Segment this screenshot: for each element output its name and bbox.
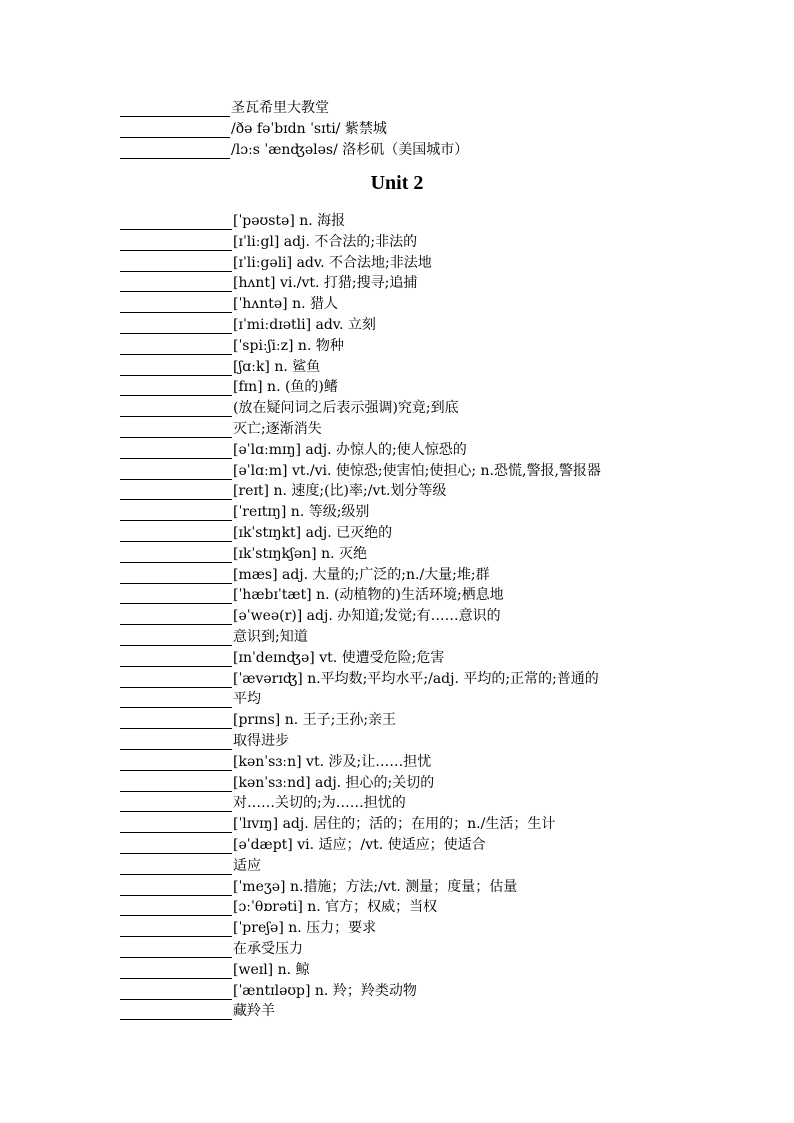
vocab-entry-text: [weɪl] n. 鲸 <box>233 961 310 978</box>
answer-blank[interactable] <box>120 734 232 750</box>
answer-blank[interactable] <box>120 672 232 688</box>
vocab-entry-text: [ˈspiːʃiːz] n. 物种 <box>233 337 344 354</box>
entry-text: 圣瓦希里大教堂 <box>231 100 329 116</box>
vocab-row <box>120 479 446 500</box>
vocab-entry-text: 平均 <box>233 691 261 708</box>
answer-blank[interactable] <box>120 817 232 833</box>
answer-blank[interactable] <box>120 630 232 646</box>
vocab-row <box>120 583 504 604</box>
vocab-row <box>120 438 467 459</box>
answer-blank[interactable] <box>120 859 232 875</box>
vocab-entry-text: [ˈhæbɪˈtæt] n. (动植物的)生活环境;栖息地 <box>233 587 504 604</box>
vocab-entry-text: [fɪn] n. (鱼的)鳍 <box>233 379 338 396</box>
vocab-row <box>120 375 338 396</box>
vocab-entry-text: [reɪt] n. 速度;(比)率;/vt.划分等级 <box>233 483 447 500</box>
vocab-row <box>120 355 320 376</box>
vocab-row <box>120 937 303 958</box>
vocab-row <box>120 396 459 417</box>
vocab-entry-text: 对……关切的;为……担忧的 <box>233 795 406 812</box>
vocab-row <box>120 230 417 251</box>
answer-blank[interactable] <box>120 692 232 708</box>
vocab-entry-text: [ɪˈliːgl] adj. 不合法的;非法的 <box>233 233 418 250</box>
vocab-entry-text: [əˈlɑːmɪŋ] adj. 办惊人的;使人惊恐的 <box>233 441 467 458</box>
vocab-row <box>120 417 322 438</box>
vocab-row <box>120 313 376 334</box>
vocab-entry-text: (放在疑问词之后表示强调)究竟;到底 <box>233 400 459 417</box>
vocab-row <box>120 750 431 771</box>
vocab-entry-text: [hʌnt] vi./vt. 打猎;搜寻;追捕 <box>233 275 418 292</box>
answer-blank[interactable] <box>120 101 230 117</box>
answer-blank[interactable] <box>120 984 232 1000</box>
answer-blank[interactable] <box>120 713 232 729</box>
vocab-entry-text: [ɪkˈstɪŋkt] adj. 已灭绝的 <box>233 525 393 541</box>
vocab-row <box>120 521 392 542</box>
vocab-entry-text: 在承受压力 <box>233 941 303 957</box>
answer-blank[interactable] <box>120 297 232 313</box>
vocab-row <box>120 916 376 937</box>
answer-blank[interactable] <box>120 360 232 376</box>
vocab-entry-text: [mæs] adj. 大量的;广泛的;n./大量;堆;群 <box>233 566 490 583</box>
vocab-entry-text: [əˈlɑːm] vt./vi. 使惊恐;使害怕;使担心; n.恐慌,警报,警报器 <box>233 462 601 479</box>
answer-blank[interactable] <box>120 963 232 979</box>
entry-text: /ðə fəˈbɪdn ˈsɪti/ 紫禁城 <box>231 121 387 137</box>
vocab-entry-text: [ˈpəʊstə] n. 海报 <box>233 213 346 229</box>
vocab-entry-text: [ˈhʌntə] n. 猎人 <box>233 296 338 313</box>
vocab-row <box>120 500 369 521</box>
answer-blank[interactable] <box>120 122 230 138</box>
vocab-entry-text: [ˈpreʃə] n. 压力；要求 <box>233 920 377 937</box>
vocab-row <box>120 999 275 1020</box>
vocab-row <box>120 833 486 854</box>
vocab-row <box>120 334 344 355</box>
answer-blank[interactable] <box>120 588 232 604</box>
vocab-row <box>120 209 345 230</box>
answer-blank[interactable] <box>120 318 232 334</box>
vocab-entry-text: [ˈlɪvɪŋ] adj. 居住的；活的；在用的；n./生活；生计 <box>233 816 556 833</box>
top-line-1 <box>120 96 329 117</box>
vocab-entry-text: [ˈmeʒə] n.措施；方法;/vt. 测量；度量；估量 <box>233 878 518 895</box>
answer-blank[interactable] <box>120 235 232 251</box>
vocab-entry-text: [ɪnˈdeɪnʤə] vt. 使遭受危险;危害 <box>233 649 445 666</box>
answer-blank[interactable] <box>120 484 232 500</box>
answer-blank[interactable] <box>120 276 232 292</box>
top-line-3 <box>120 138 468 159</box>
vocab-row <box>120 895 437 916</box>
vocab-entry-text: 适应 <box>233 857 261 874</box>
vocab-entry-text: 藏羚羊 <box>233 1003 275 1020</box>
vocab-row <box>120 604 501 625</box>
vocab-row <box>120 292 338 313</box>
vocab-entry-text: [ˈæntɪləʊp] n. 羚；羚类动物 <box>233 982 417 999</box>
vocab-row <box>120 958 310 979</box>
vocab-entry-text: [prɪns] n. 王子;王孙;亲王 <box>233 712 397 729</box>
answer-blank[interactable] <box>120 568 232 584</box>
vocab-entry-text: [ɪˈmiːdɪətli] adv. 立刻 <box>233 317 376 333</box>
vocab-entry-text: [ɪkˈstɪŋkʃən] n. 灭绝 <box>233 545 367 562</box>
answer-blank[interactable] <box>120 1004 232 1020</box>
vocab-row <box>120 271 417 292</box>
vocab-row <box>120 729 289 750</box>
answer-blank[interactable] <box>120 256 232 272</box>
answer-blank[interactable] <box>120 547 232 563</box>
vocab-entry-text: [ˈævərɪʤ] n.平均数;平均水平;/adj. 平均的;正常的;普通的 <box>233 670 599 687</box>
vocab-entry-text: [ɪˈliːgəli] adv. 不合法地;非法地 <box>233 254 432 271</box>
answer-blank[interactable] <box>120 380 232 396</box>
answer-blank[interactable] <box>120 422 232 438</box>
answer-blank[interactable] <box>120 443 232 459</box>
unit-title: Unit 2 <box>370 172 424 194</box>
vocab-entry-text: [əˈdæpt] vi. 适应；/vt. 使适应；使适合 <box>233 837 486 853</box>
vocab-entry-text: 灭亡;逐渐消失 <box>233 421 322 437</box>
vocab-entry-text: [ɔːˈθɒrəti] n. 官方；权威；当权 <box>233 899 438 916</box>
answer-blank[interactable] <box>120 838 232 854</box>
vocab-row <box>120 771 434 792</box>
vocab-row <box>120 708 396 729</box>
vocab-row <box>120 251 432 272</box>
vocab-entry-text: [ʃɑːk] n. 鲨鱼 <box>233 358 321 375</box>
answer-blank[interactable] <box>120 526 232 542</box>
entry-text: /lɔːs ˈænʤələs/ 洛杉矶（美国城市） <box>231 142 469 158</box>
vocab-row <box>120 812 555 833</box>
answer-blank[interactable] <box>120 609 232 625</box>
top-line-2 <box>120 117 387 138</box>
vocab-entry-text: [kənˈsɜːn] vt. 涉及;让……担忧 <box>233 753 432 770</box>
answer-blank[interactable] <box>120 796 232 812</box>
vocab-row <box>120 646 444 667</box>
vocab-row <box>120 625 308 646</box>
answer-blank[interactable] <box>120 776 232 792</box>
vocab-row <box>120 667 599 688</box>
answer-blank[interactable] <box>120 900 232 916</box>
vocab-row <box>120 979 417 1000</box>
answer-blank[interactable] <box>120 880 232 896</box>
answer-blank[interactable] <box>120 143 230 159</box>
vocab-row <box>120 687 261 708</box>
vocab-row <box>120 791 406 812</box>
vocab-entry-text: [ˈreɪtɪŋ] n. 等级;级别 <box>233 504 370 521</box>
vocab-row <box>120 542 367 563</box>
vocab-row <box>120 563 490 584</box>
answer-blank[interactable] <box>120 651 232 667</box>
vocab-row <box>120 854 261 875</box>
answer-blank[interactable] <box>120 401 232 417</box>
vocab-entry-text: 意识到;知道 <box>233 629 308 645</box>
vocab-entry-text: [kənˈsɜːnd] adj. 担心的;关切的 <box>233 774 435 791</box>
answer-blank[interactable] <box>120 942 232 958</box>
answer-blank[interactable] <box>120 339 232 355</box>
answer-blank[interactable] <box>120 464 232 480</box>
vocab-entry-text: [əˈweə(r)] adj. 办知道;发觉;有……意识的 <box>233 608 501 625</box>
answer-blank[interactable] <box>120 505 232 521</box>
vocab-row <box>120 459 601 480</box>
answer-blank[interactable] <box>120 755 232 771</box>
answer-blank[interactable] <box>120 921 232 937</box>
vocab-entry-text: 取得进步 <box>233 733 289 749</box>
answer-blank[interactable] <box>120 214 232 230</box>
vocab-row <box>120 875 517 896</box>
